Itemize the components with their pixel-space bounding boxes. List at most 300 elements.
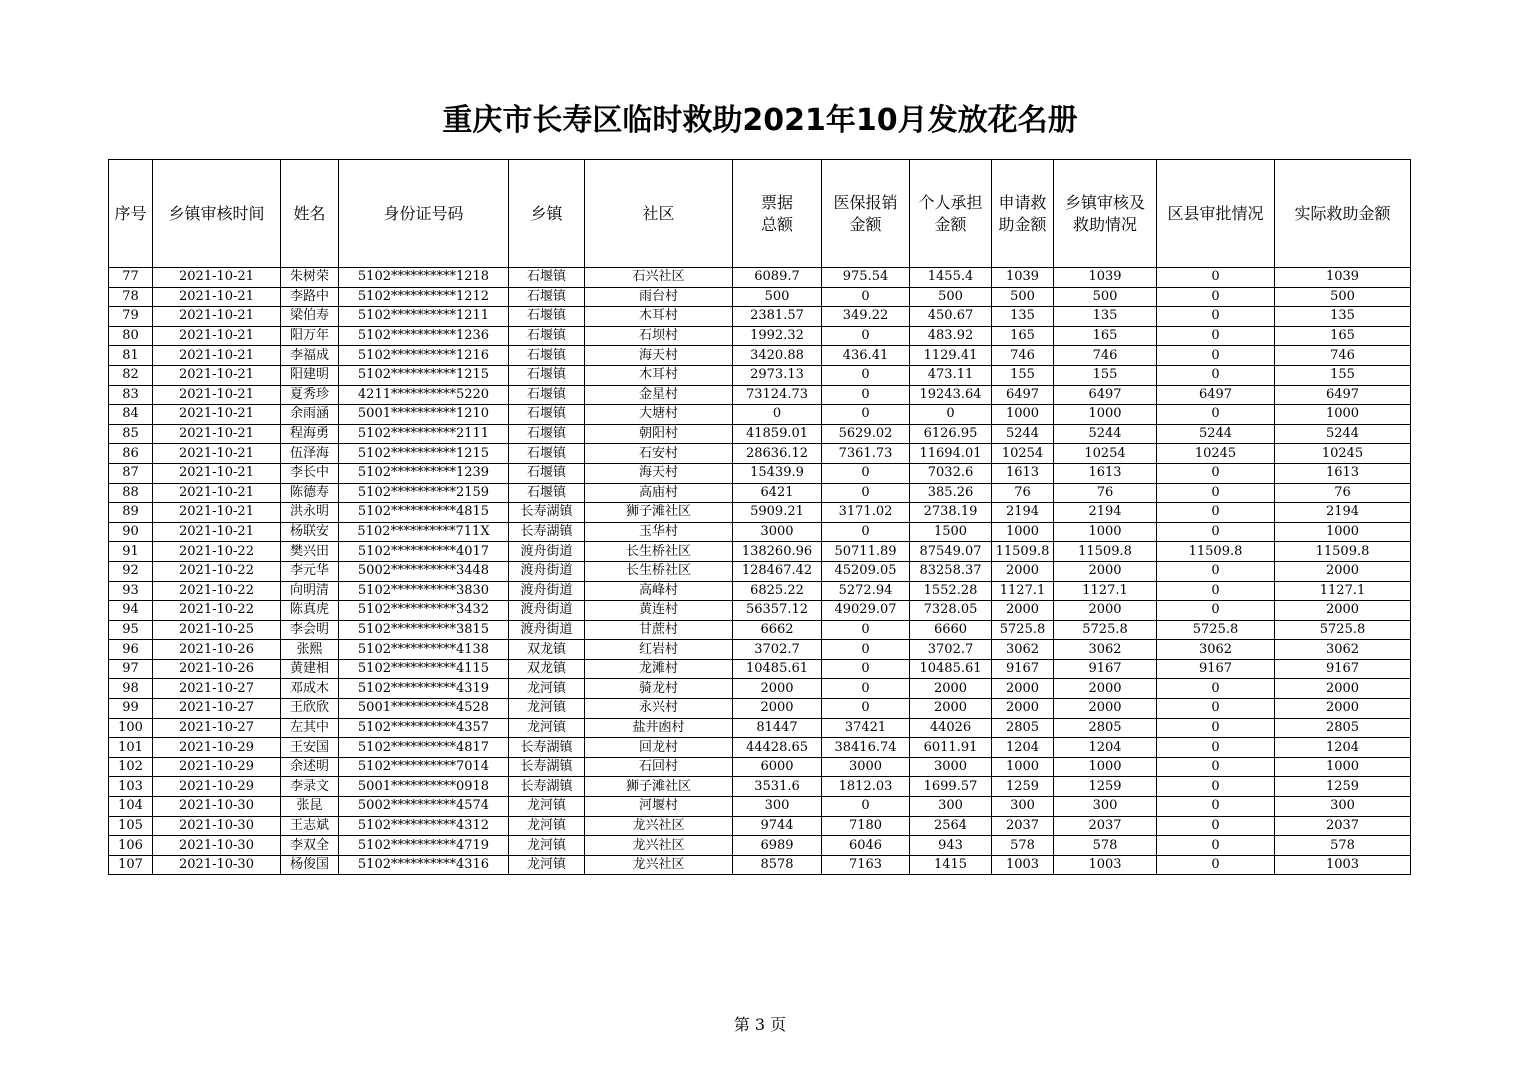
cell-insurance: 38416.74 xyxy=(822,738,910,758)
cell-town: 长寿湖镇 xyxy=(509,738,585,758)
cell-id: 5102**********4017 xyxy=(339,542,509,562)
cell-id: 5102**********1212 xyxy=(339,287,509,307)
cell-town: 双龙镇 xyxy=(509,659,585,679)
cell-bill: 1992.32 xyxy=(733,326,822,346)
cell-actual: 11509.8 xyxy=(1275,542,1411,562)
cell-bill: 2000 xyxy=(733,699,822,719)
cell-personal: 483.92 xyxy=(910,326,992,346)
cell-bill: 0 xyxy=(733,405,822,425)
cell-town: 石堰镇 xyxy=(509,385,585,405)
cell-community: 海天村 xyxy=(585,463,733,483)
cell-town: 石堰镇 xyxy=(509,424,585,444)
table-row xyxy=(109,444,1411,464)
cell-seq: 102 xyxy=(109,757,153,777)
cell-personal: 1129.41 xyxy=(910,346,992,366)
table-row xyxy=(109,699,1411,719)
cell-insurance: 0 xyxy=(822,659,910,679)
column-header-town: 乡镇 xyxy=(509,160,585,268)
cell-seq: 99 xyxy=(109,699,153,719)
cell-insurance: 0 xyxy=(822,463,910,483)
cell-insurance: 45209.05 xyxy=(822,561,910,581)
cell-apply: 578 xyxy=(992,836,1054,856)
table-row xyxy=(109,738,1411,758)
cell-town_review: 300 xyxy=(1054,797,1157,817)
page-number: 第 3 页 xyxy=(733,1015,787,1034)
cell-name: 王安国 xyxy=(281,738,339,758)
cell-personal: 3702.7 xyxy=(910,640,992,660)
cell-personal: 3000 xyxy=(910,757,992,777)
table-row xyxy=(109,503,1411,523)
cell-personal: 2564 xyxy=(910,816,992,836)
cell-personal: 83258.37 xyxy=(910,561,992,581)
cell-name: 陈真虎 xyxy=(281,601,339,621)
cell-personal: 7032.6 xyxy=(910,463,992,483)
cell-seq: 96 xyxy=(109,640,153,660)
cell-apply: 135 xyxy=(992,307,1054,327)
cell-personal: 385.26 xyxy=(910,483,992,503)
cell-date: 2021-10-21 xyxy=(153,307,281,327)
cell-county: 5725.8 xyxy=(1157,620,1275,640)
table-row xyxy=(109,777,1411,797)
cell-town: 双龙镇 xyxy=(509,640,585,660)
cell-seq: 91 xyxy=(109,542,153,562)
table-row xyxy=(109,757,1411,777)
column-header-actual: 实际救助金额 xyxy=(1275,160,1411,268)
cell-date: 2021-10-26 xyxy=(153,659,281,679)
column-header-personal: 个人承担 金额 xyxy=(910,160,992,268)
cell-county: 0 xyxy=(1157,522,1275,542)
cell-seq: 90 xyxy=(109,522,153,542)
column-header-seq: 序号 xyxy=(109,160,153,268)
cell-seq: 85 xyxy=(109,424,153,444)
column-header-town_review: 乡镇审核及 救助情况 xyxy=(1054,160,1157,268)
cell-town: 石堰镇 xyxy=(509,483,585,503)
cell-apply: 1003 xyxy=(992,855,1054,875)
cell-town: 龙河镇 xyxy=(509,699,585,719)
cell-county: 0 xyxy=(1157,287,1275,307)
cell-seq: 79 xyxy=(109,307,153,327)
cell-date: 2021-10-21 xyxy=(153,287,281,307)
cell-community: 回龙村 xyxy=(585,738,733,758)
cell-community: 黄连村 xyxy=(585,601,733,621)
cell-actual: 5244 xyxy=(1275,424,1411,444)
cell-id: 5102**********7014 xyxy=(339,757,509,777)
table-header-row xyxy=(109,160,1411,268)
cell-date: 2021-10-26 xyxy=(153,640,281,660)
document-title: 重庆市长寿区临时救助2021年10月发放花名册 xyxy=(442,103,1078,138)
cell-personal: 450.67 xyxy=(910,307,992,327)
cell-town: 石堰镇 xyxy=(509,307,585,327)
cell-county: 0 xyxy=(1157,463,1275,483)
cell-personal: 10485.61 xyxy=(910,659,992,679)
column-header-name: 姓名 xyxy=(281,160,339,268)
cell-county: 0 xyxy=(1157,346,1275,366)
cell-town_review: 1204 xyxy=(1054,738,1157,758)
cell-apply: 3062 xyxy=(992,640,1054,660)
cell-name: 邓成木 xyxy=(281,679,339,699)
cell-town: 长寿湖镇 xyxy=(509,522,585,542)
cell-apply: 11509.8 xyxy=(992,542,1054,562)
relief-roster-table xyxy=(108,159,1411,875)
cell-name: 黄建相 xyxy=(281,659,339,679)
cell-town: 石堰镇 xyxy=(509,268,585,288)
cell-town: 长寿湖镇 xyxy=(509,503,585,523)
cell-insurance: 0 xyxy=(822,405,910,425)
cell-town: 石堰镇 xyxy=(509,287,585,307)
cell-bill: 3420.88 xyxy=(733,346,822,366)
cell-insurance: 0 xyxy=(822,483,910,503)
cell-date: 2021-10-30 xyxy=(153,816,281,836)
cell-bill: 15439.9 xyxy=(733,463,822,483)
cell-county: 0 xyxy=(1157,365,1275,385)
cell-name: 李双全 xyxy=(281,836,339,856)
cell-name: 李录文 xyxy=(281,777,339,797)
column-header-date: 乡镇审核时间 xyxy=(153,160,281,268)
cell-town: 龙河镇 xyxy=(509,855,585,875)
cell-insurance: 0 xyxy=(822,385,910,405)
cell-town_review: 2000 xyxy=(1054,699,1157,719)
column-header-insurance: 医保报销 金额 xyxy=(822,160,910,268)
cell-county: 0 xyxy=(1157,326,1275,346)
cell-name: 李路中 xyxy=(281,287,339,307)
cell-community: 龙兴社区 xyxy=(585,836,733,856)
cell-actual: 5725.8 xyxy=(1275,620,1411,640)
cell-town_review: 1613 xyxy=(1054,463,1157,483)
cell-id: 5102**********4357 xyxy=(339,718,509,738)
table-row xyxy=(109,326,1411,346)
cell-actual: 1000 xyxy=(1275,405,1411,425)
cell-bill: 500 xyxy=(733,287,822,307)
cell-seq: 101 xyxy=(109,738,153,758)
cell-seq: 103 xyxy=(109,777,153,797)
cell-town_review: 2000 xyxy=(1054,561,1157,581)
cell-bill: 10485.61 xyxy=(733,659,822,679)
cell-personal: 500 xyxy=(910,287,992,307)
cell-date: 2021-10-21 xyxy=(153,463,281,483)
cell-id: 5001**********1210 xyxy=(339,405,509,425)
cell-name: 程海勇 xyxy=(281,424,339,444)
cell-community: 龙兴社区 xyxy=(585,816,733,836)
cell-personal: 1500 xyxy=(910,522,992,542)
cell-id: 5102**********1215 xyxy=(339,365,509,385)
cell-id: 5102**********1239 xyxy=(339,463,509,483)
cell-id: 5102**********4719 xyxy=(339,836,509,856)
cell-personal: 1415 xyxy=(910,855,992,875)
cell-town_review: 11509.8 xyxy=(1054,542,1157,562)
cell-actual: 2000 xyxy=(1275,561,1411,581)
cell-insurance: 0 xyxy=(822,679,910,699)
cell-name: 梁伯寿 xyxy=(281,307,339,327)
cell-date: 2021-10-21 xyxy=(153,326,281,346)
cell-bill: 300 xyxy=(733,797,822,817)
table-row xyxy=(109,620,1411,640)
cell-bill: 28636.12 xyxy=(733,444,822,464)
cell-personal: 2000 xyxy=(910,699,992,719)
cell-bill: 6825.22 xyxy=(733,581,822,601)
cell-date: 2021-10-21 xyxy=(153,405,281,425)
cell-apply: 5244 xyxy=(992,424,1054,444)
table-row xyxy=(109,522,1411,542)
table-row xyxy=(109,640,1411,660)
cell-actual: 2000 xyxy=(1275,699,1411,719)
cell-town: 龙河镇 xyxy=(509,718,585,738)
table-row xyxy=(109,287,1411,307)
cell-community: 高庙村 xyxy=(585,483,733,503)
table-row xyxy=(109,561,1411,581)
cell-bill: 9744 xyxy=(733,816,822,836)
cell-apply: 6497 xyxy=(992,385,1054,405)
cell-date: 2021-10-30 xyxy=(153,797,281,817)
column-header-community: 社区 xyxy=(585,160,733,268)
cell-apply: 2194 xyxy=(992,503,1054,523)
cell-apply: 2000 xyxy=(992,679,1054,699)
cell-date: 2021-10-27 xyxy=(153,718,281,738)
cell-county: 3062 xyxy=(1157,640,1275,660)
cell-id: 5001**********0918 xyxy=(339,777,509,797)
cell-insurance: 0 xyxy=(822,640,910,660)
cell-insurance: 5629.02 xyxy=(822,424,910,444)
cell-insurance: 37421 xyxy=(822,718,910,738)
cell-date: 2021-10-22 xyxy=(153,581,281,601)
cell-bill: 5909.21 xyxy=(733,503,822,523)
cell-community: 永兴村 xyxy=(585,699,733,719)
cell-name: 左其中 xyxy=(281,718,339,738)
cell-date: 2021-10-21 xyxy=(153,385,281,405)
table-row xyxy=(109,601,1411,621)
cell-bill: 6989 xyxy=(733,836,822,856)
cell-town: 长寿湖镇 xyxy=(509,777,585,797)
cell-seq: 84 xyxy=(109,405,153,425)
cell-county: 0 xyxy=(1157,503,1275,523)
cell-insurance: 0 xyxy=(822,365,910,385)
cell-bill: 2381.57 xyxy=(733,307,822,327)
cell-insurance: 0 xyxy=(822,522,910,542)
cell-personal: 2738.19 xyxy=(910,503,992,523)
cell-insurance: 3000 xyxy=(822,757,910,777)
cell-county: 5244 xyxy=(1157,424,1275,444)
table-row xyxy=(109,659,1411,679)
cell-seq: 97 xyxy=(109,659,153,679)
cell-bill: 2973.13 xyxy=(733,365,822,385)
cell-bill: 41859.01 xyxy=(733,424,822,444)
cell-bill: 81447 xyxy=(733,718,822,738)
cell-community: 木耳村 xyxy=(585,307,733,327)
column-header-id: 身份证号码 xyxy=(339,160,509,268)
cell-bill: 8578 xyxy=(733,855,822,875)
cell-date: 2021-10-21 xyxy=(153,268,281,288)
cell-community: 长生桥社区 xyxy=(585,561,733,581)
table-row xyxy=(109,424,1411,444)
cell-actual: 10245 xyxy=(1275,444,1411,464)
cell-date: 2021-10-25 xyxy=(153,620,281,640)
cell-county: 0 xyxy=(1157,777,1275,797)
cell-apply: 1039 xyxy=(992,268,1054,288)
cell-community: 狮子滩社区 xyxy=(585,777,733,797)
cell-community: 石兴社区 xyxy=(585,268,733,288)
cell-town: 龙河镇 xyxy=(509,836,585,856)
cell-town_review: 1127.1 xyxy=(1054,581,1157,601)
cell-seq: 88 xyxy=(109,483,153,503)
cell-bill: 3531.6 xyxy=(733,777,822,797)
cell-community: 龙兴社区 xyxy=(585,855,733,875)
cell-actual: 1000 xyxy=(1275,757,1411,777)
cell-id: 5102**********3815 xyxy=(339,620,509,640)
cell-seq: 81 xyxy=(109,346,153,366)
cell-personal: 44026 xyxy=(910,718,992,738)
cell-actual: 1204 xyxy=(1275,738,1411,758)
cell-county: 11509.8 xyxy=(1157,542,1275,562)
cell-id: 5102**********4138 xyxy=(339,640,509,660)
cell-community: 高峰村 xyxy=(585,581,733,601)
table-row xyxy=(109,483,1411,503)
cell-county: 0 xyxy=(1157,836,1275,856)
cell-apply: 2000 xyxy=(992,601,1054,621)
cell-insurance: 0 xyxy=(822,699,910,719)
cell-personal: 6011.91 xyxy=(910,738,992,758)
cell-name: 陈德寿 xyxy=(281,483,339,503)
cell-seq: 100 xyxy=(109,718,153,738)
cell-id: 5102**********3830 xyxy=(339,581,509,601)
cell-id: 5102**********4312 xyxy=(339,816,509,836)
column-header-bill: 票据 总额 xyxy=(733,160,822,268)
cell-name: 张熙 xyxy=(281,640,339,660)
cell-id: 5102**********711X xyxy=(339,522,509,542)
cell-community: 石坝村 xyxy=(585,326,733,346)
cell-community: 大塘村 xyxy=(585,405,733,425)
cell-seq: 89 xyxy=(109,503,153,523)
cell-town: 渡舟街道 xyxy=(509,601,585,621)
cell-bill: 6000 xyxy=(733,757,822,777)
cell-community: 石回村 xyxy=(585,757,733,777)
cell-apply: 2000 xyxy=(992,699,1054,719)
cell-name: 李福成 xyxy=(281,346,339,366)
cell-date: 2021-10-22 xyxy=(153,601,281,621)
table-row xyxy=(109,797,1411,817)
cell-personal: 1455.4 xyxy=(910,268,992,288)
cell-id: 5102**********1211 xyxy=(339,307,509,327)
cell-date: 2021-10-21 xyxy=(153,346,281,366)
cell-insurance: 0 xyxy=(822,326,910,346)
cell-insurance: 50711.89 xyxy=(822,542,910,562)
table-row xyxy=(109,268,1411,288)
cell-community: 狮子滩社区 xyxy=(585,503,733,523)
table-row xyxy=(109,542,1411,562)
cell-id: 5102**********2111 xyxy=(339,424,509,444)
cell-community: 金星村 xyxy=(585,385,733,405)
cell-town: 龙河镇 xyxy=(509,679,585,699)
cell-town_review: 9167 xyxy=(1054,659,1157,679)
cell-town_review: 76 xyxy=(1054,483,1157,503)
cell-personal: 1699.57 xyxy=(910,777,992,797)
cell-insurance: 0 xyxy=(822,620,910,640)
cell-town_review: 1259 xyxy=(1054,777,1157,797)
cell-insurance: 0 xyxy=(822,287,910,307)
cell-name: 王欣欣 xyxy=(281,699,339,719)
cell-date: 2021-10-29 xyxy=(153,738,281,758)
cell-personal: 1552.28 xyxy=(910,581,992,601)
cell-seq: 107 xyxy=(109,855,153,875)
cell-actual: 165 xyxy=(1275,326,1411,346)
cell-actual: 1000 xyxy=(1275,522,1411,542)
cell-actual: 155 xyxy=(1275,365,1411,385)
cell-seq: 93 xyxy=(109,581,153,601)
table-row xyxy=(109,463,1411,483)
cell-date: 2021-10-30 xyxy=(153,855,281,875)
cell-insurance: 349.22 xyxy=(822,307,910,327)
cell-date: 2021-10-21 xyxy=(153,365,281,385)
table-body xyxy=(109,268,1411,875)
column-header-county: 区县审批情况 xyxy=(1157,160,1275,268)
cell-community: 雨台村 xyxy=(585,287,733,307)
cell-id: 5102**********2159 xyxy=(339,483,509,503)
cell-community: 玉华村 xyxy=(585,522,733,542)
cell-name: 向明清 xyxy=(281,581,339,601)
table-row xyxy=(109,346,1411,366)
cell-name: 洪永明 xyxy=(281,503,339,523)
cell-bill: 6089.7 xyxy=(733,268,822,288)
cell-county: 0 xyxy=(1157,307,1275,327)
cell-name: 李长中 xyxy=(281,463,339,483)
cell-community: 长生桥社区 xyxy=(585,542,733,562)
cell-id: 5002**********3448 xyxy=(339,561,509,581)
cell-actual: 1127.1 xyxy=(1275,581,1411,601)
cell-date: 2021-10-27 xyxy=(153,699,281,719)
cell-bill: 138260.96 xyxy=(733,542,822,562)
cell-apply: 5725.8 xyxy=(992,620,1054,640)
table-row xyxy=(109,365,1411,385)
cell-town_review: 1000 xyxy=(1054,522,1157,542)
cell-date: 2021-10-21 xyxy=(153,522,281,542)
cell-insurance: 3171.02 xyxy=(822,503,910,523)
cell-apply: 1000 xyxy=(992,405,1054,425)
cell-county: 0 xyxy=(1157,718,1275,738)
cell-actual: 2194 xyxy=(1275,503,1411,523)
cell-bill: 73124.73 xyxy=(733,385,822,405)
cell-town: 龙河镇 xyxy=(509,816,585,836)
cell-bill: 3702.7 xyxy=(733,640,822,660)
cell-seq: 94 xyxy=(109,601,153,621)
cell-apply: 500 xyxy=(992,287,1054,307)
cell-date: 2021-10-27 xyxy=(153,679,281,699)
table-row xyxy=(109,581,1411,601)
cell-personal: 87549.07 xyxy=(910,542,992,562)
cell-personal: 943 xyxy=(910,836,992,856)
cell-town: 长寿湖镇 xyxy=(509,757,585,777)
table-row xyxy=(109,405,1411,425)
cell-actual: 1039 xyxy=(1275,268,1411,288)
table-row xyxy=(109,718,1411,738)
cell-personal: 19243.64 xyxy=(910,385,992,405)
cell-apply: 76 xyxy=(992,483,1054,503)
cell-town_review: 3062 xyxy=(1054,640,1157,660)
cell-id: 5102**********3432 xyxy=(339,601,509,621)
cell-apply: 155 xyxy=(992,365,1054,385)
cell-actual: 135 xyxy=(1275,307,1411,327)
cell-actual: 500 xyxy=(1275,287,1411,307)
cell-apply: 2037 xyxy=(992,816,1054,836)
cell-seq: 77 xyxy=(109,268,153,288)
cell-county: 0 xyxy=(1157,699,1275,719)
table-row xyxy=(109,855,1411,875)
cell-id: 5102**********1216 xyxy=(339,346,509,366)
cell-date: 2021-10-21 xyxy=(153,424,281,444)
cell-apply: 1259 xyxy=(992,777,1054,797)
cell-town_review: 746 xyxy=(1054,346,1157,366)
table-row xyxy=(109,679,1411,699)
cell-date: 2021-10-30 xyxy=(153,836,281,856)
cell-insurance: 49029.07 xyxy=(822,601,910,621)
cell-insurance: 6046 xyxy=(822,836,910,856)
